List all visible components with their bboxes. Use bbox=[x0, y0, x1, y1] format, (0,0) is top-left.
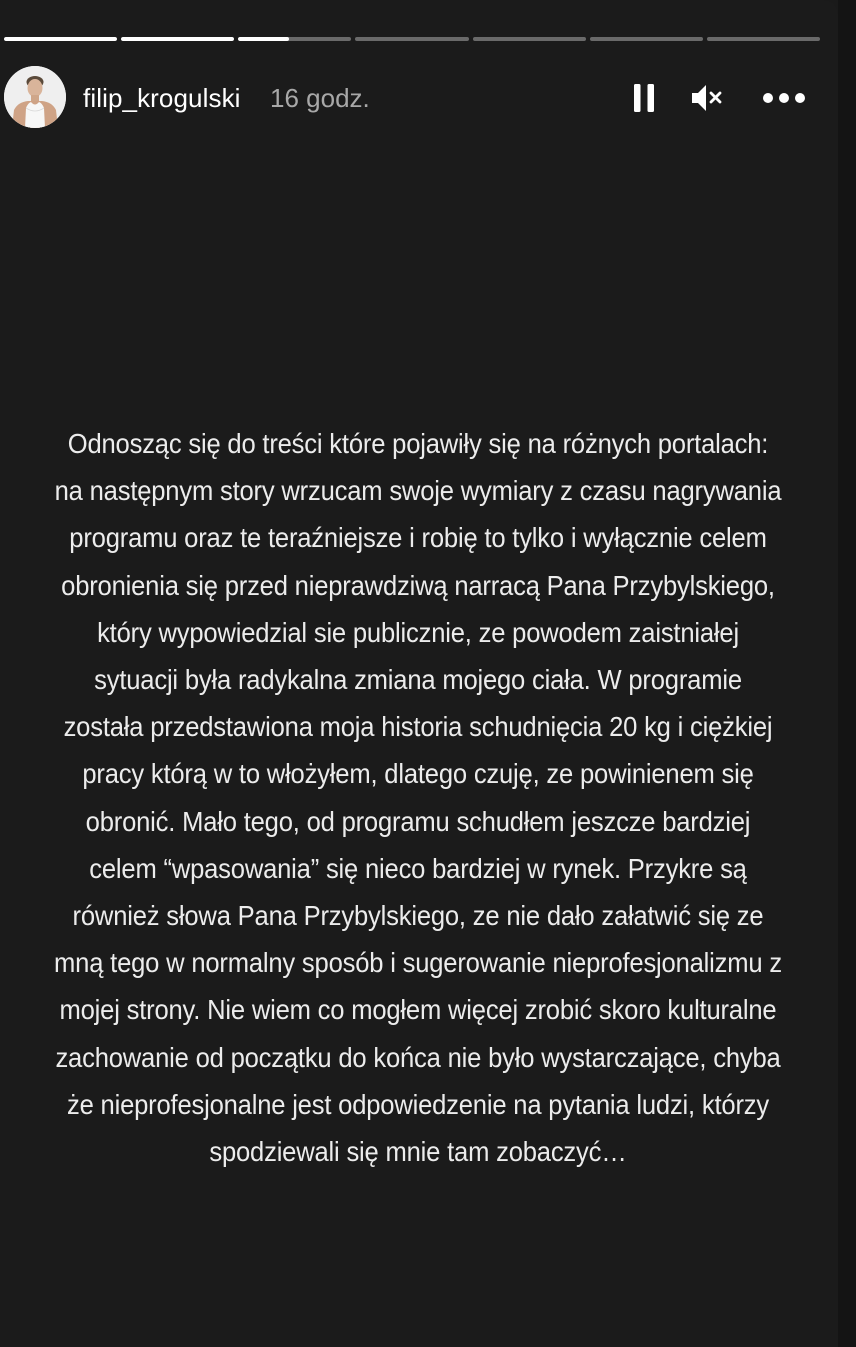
story-text-line: mną tego w normalny sposób i sugerowanie nieprofesjonalizmu z bbox=[54, 947, 782, 979]
story-text-line: programu oraz te teraźniejsze i robię to tylko i wyłącznie celem bbox=[69, 522, 767, 554]
story-text-line: który wypowiedzial sie publicznie, ze powodem zaistniałej bbox=[97, 616, 739, 648]
story-text-line: została przedstawiona moja historia schudnięcia 20 kg i ciężkiej bbox=[63, 711, 773, 743]
story-text-line: zachowanie od początku do końca nie było wystarczające, chyba bbox=[55, 1041, 781, 1073]
story-text-line: pracy którą w to włożyłem, dlatego czuję, ze powinienem się bbox=[82, 758, 754, 790]
story-progress-bar bbox=[4, 37, 820, 41]
progress-segment bbox=[121, 37, 234, 41]
story-text-line: sytuacji była radykalna zmiana mojego ciała. W programie bbox=[94, 664, 742, 696]
story-text-line: że nieprofesjonalne jest odpowiedzenie na pytania ludzi, którzy bbox=[66, 1088, 769, 1120]
avatar[interactable] bbox=[4, 66, 66, 128]
progress-segment bbox=[4, 37, 117, 41]
story-text-line: na następnym story wrzucam swoje wymiary z czasu nagrywania bbox=[54, 475, 782, 507]
pause-button[interactable] bbox=[624, 80, 664, 116]
pause-icon bbox=[632, 83, 656, 113]
more-options-button[interactable] bbox=[759, 80, 809, 116]
story-text-line: spodziewali się mnie tam zobaczyć… bbox=[209, 1136, 627, 1168]
page-edge bbox=[838, 0, 856, 1347]
volume-muted-icon bbox=[690, 83, 724, 113]
progress-segment-fill bbox=[238, 37, 289, 41]
progress-segment bbox=[707, 37, 820, 41]
progress-segment-fill bbox=[121, 37, 234, 41]
profile-photo bbox=[4, 66, 66, 128]
story-header bbox=[4, 66, 824, 130]
story-text-line: obronić. Mało tego, od programu schudłem jeszcze bardziej bbox=[85, 805, 751, 837]
mute-button[interactable] bbox=[687, 80, 727, 116]
story-text-line: obronienia się przed nieprawdziwą narracą Pana Przybylskiego, bbox=[61, 569, 775, 601]
more-horizontal-icon bbox=[762, 92, 806, 104]
username[interactable]: filip_krogulski bbox=[83, 83, 241, 113]
progress-segment bbox=[590, 37, 703, 41]
story-text-line: mojej strony. Nie wiem co mogłem więcej zrobić skoro kulturalne bbox=[59, 994, 777, 1026]
progress-segment bbox=[473, 37, 586, 41]
post-time: 16 godz. bbox=[270, 83, 370, 113]
progress-segment-fill bbox=[4, 37, 117, 41]
progress-segment bbox=[238, 37, 351, 41]
progress-segment bbox=[355, 37, 468, 41]
story-text-line: Odnosząc się do treści które pojawiły się na różnych portalach: bbox=[67, 428, 769, 459]
story-text-line: celem “wpasowania” się nieco bardziej w rynek. Przykre są bbox=[89, 852, 747, 884]
story-text bbox=[46, 420, 790, 1175]
story-text-line: również słowa Pana Przybylskiego, ze nie dało załatwić się ze bbox=[72, 900, 764, 932]
